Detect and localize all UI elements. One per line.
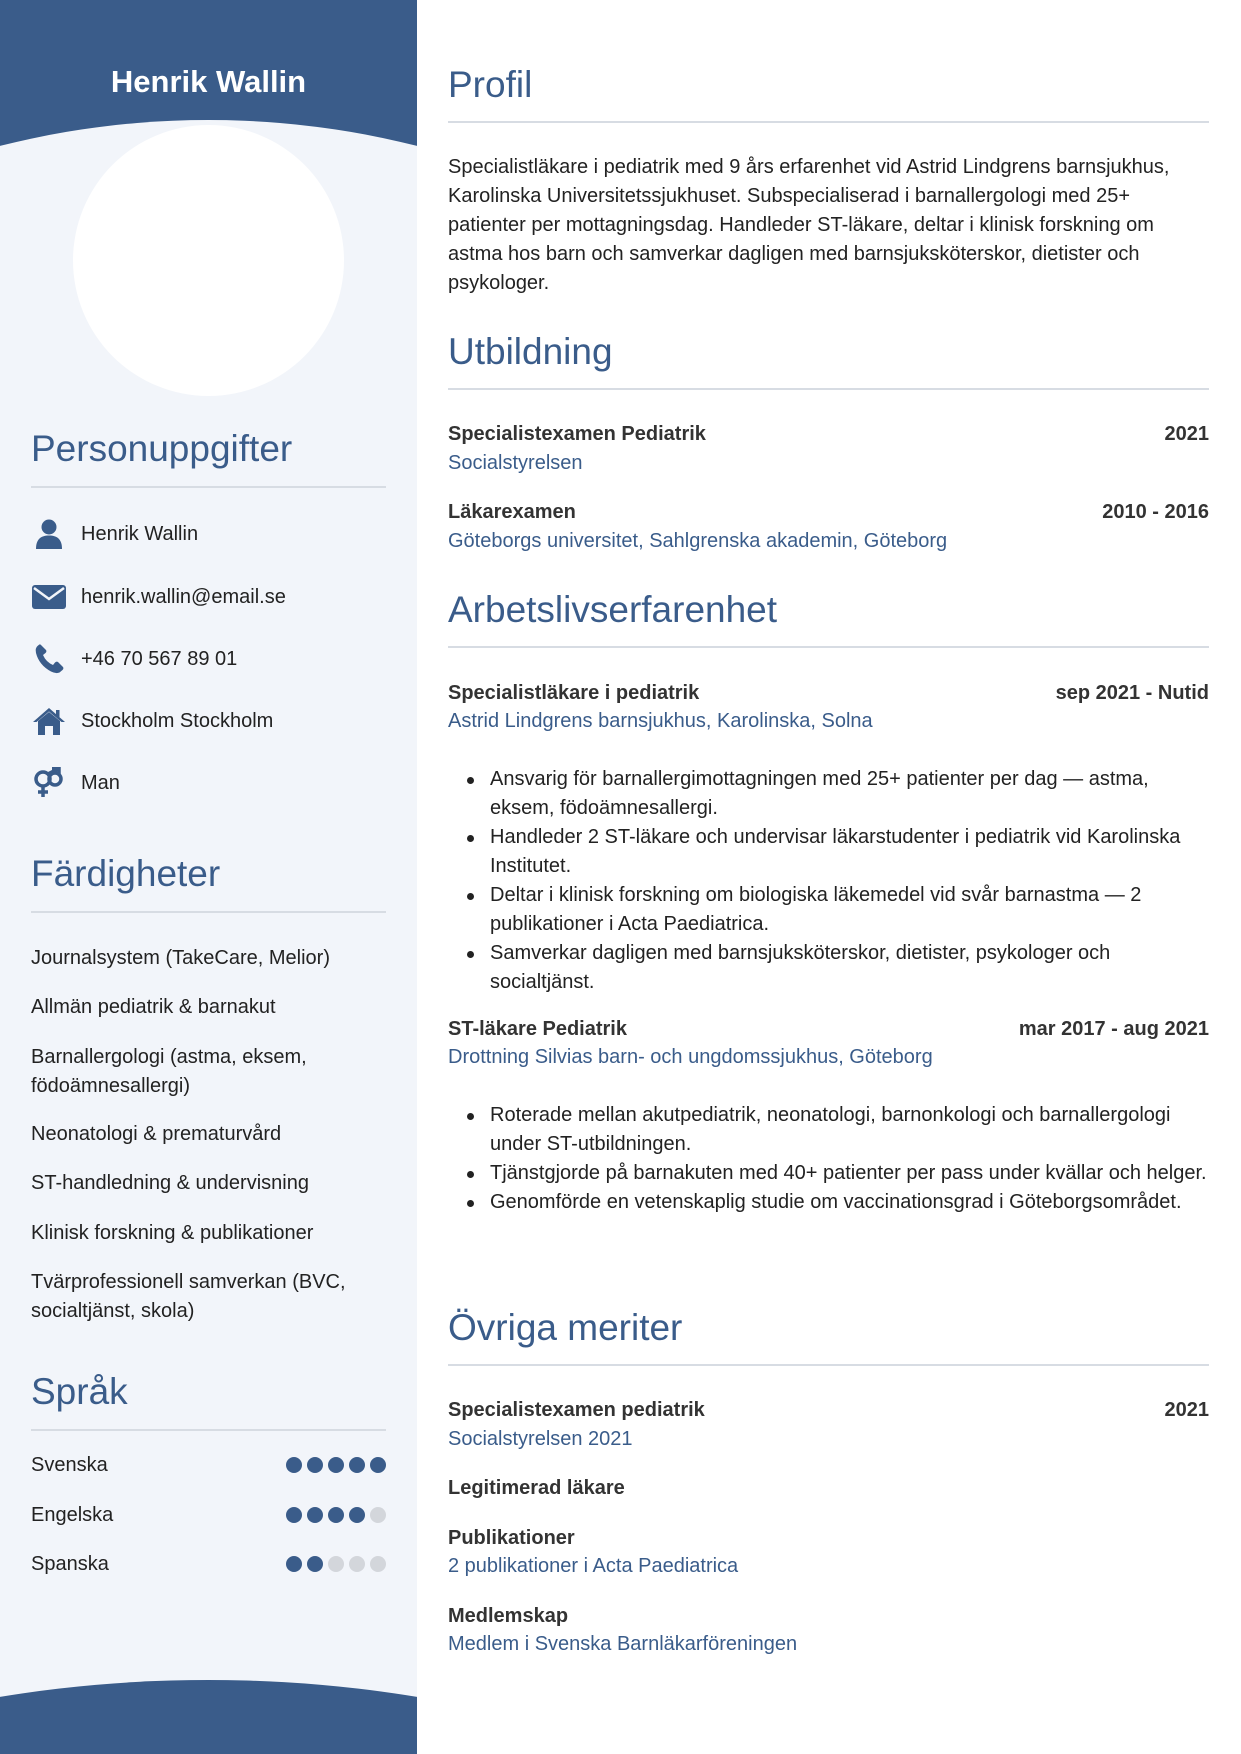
list-item: Deltar i klinisk forskning om biologiska läkemedel vid svår barnastma — 2 publikationer i Acta Paediatrica.: [490, 881, 1209, 939]
info-location-text: Stockholm Stockholm: [81, 709, 274, 732]
other-entry-header: [448, 1527, 1209, 1550]
language-level-dots: [286, 1507, 386, 1523]
divider: [448, 646, 1209, 648]
info-email: [31, 577, 386, 617]
level-dot-filled: [307, 1556, 323, 1572]
divider: [448, 388, 1209, 390]
language-name: Engelska: [31, 1503, 114, 1526]
education-school: Göteborgs universitet, Sahlgrenska akademin, Göteborg: [448, 530, 948, 552]
level-dot-empty: [349, 1556, 365, 1572]
list-item: Ansvarig för barnallergimottagningen med 25+ patienter per dag — astma, eksem, födoämnesallergi.: [490, 765, 1209, 823]
level-dot-empty: [328, 1556, 344, 1572]
gender-icon: [31, 767, 67, 799]
profile-text: Specialistläkare i pediatrik med 9 års erfarenhet vid Astrid Lindgrens barnsjukhus, Karolinska Universitetssjukhuset. Subspecialiserad i barnallergologi med 25+ patienter per mottagningsdag. Handleder ST-läkare, deltar i klinisk forskning om astma hos barn och samverkar dagligen med barnsjuksköterskor, dietister och psykologer.: [448, 156, 1170, 294]
language-name: Svenska: [31, 1453, 108, 1476]
experience-date: mar 2017 - aug 2021: [1018, 1018, 1209, 1040]
skill-item: Barnallergologi (astma, eksem, födoämnesallergi): [31, 1046, 307, 1097]
language-level-dots: [286, 1556, 386, 1572]
other-item-date: 2021: [1164, 1399, 1209, 1421]
level-dot-filled: [286, 1457, 302, 1473]
personal-title: Personuppgifter: [31, 428, 293, 469]
skill-item: Allmän pediatrik & barnakut: [31, 996, 276, 1018]
education-entry-header: [448, 423, 1209, 446]
divider: [448, 1364, 1209, 1366]
skill-item: Neonatologi & prematurvård: [31, 1123, 282, 1145]
education-date: 2010 - 2016: [1102, 501, 1209, 523]
sidebar-footer-curve: [0, 1680, 417, 1754]
level-dot-filled: [307, 1507, 323, 1523]
education-degree: Specialistexamen Pediatrik: [448, 423, 706, 445]
other-item-sub: Medlem i Svenska Barnläkarföreningen: [448, 1633, 798, 1655]
level-dot-filled: [349, 1457, 365, 1473]
skill-item: ST-handledning & undervisning: [31, 1172, 309, 1194]
list-item: Genomförde en vetenskaplig studie om vaccinationsgrad i Göteborgsområdet.: [490, 1188, 1209, 1217]
person-icon: [31, 518, 67, 550]
experience-employer: Drottning Silvias barn- och ungdomssjukhus, Göteborg: [448, 1046, 933, 1068]
skill-item: Journalsystem (TakeCare, Melior): [31, 947, 330, 969]
info-gender-text: Man: [81, 771, 120, 794]
divider: [31, 486, 386, 488]
level-dot-filled: [370, 1457, 386, 1473]
divider: [31, 1429, 386, 1431]
info-name: [31, 514, 386, 554]
skills-title: Färdigheter: [31, 853, 221, 894]
education-degree: Läkarexamen: [448, 501, 576, 523]
experience-date: sep 2021 - Nutid: [1055, 682, 1209, 704]
experience-bullets: [490, 1101, 1209, 1217]
personal-section: [31, 428, 386, 794]
divider: [31, 911, 386, 913]
profile-photo-placeholder: [73, 125, 344, 396]
candidate-name: Henrik Wallin: [110, 64, 307, 99]
info-email-text: henrik.wallin@email.se: [81, 585, 286, 608]
skill-item: Tvärprofessionell samverkan (BVC, socialtjänst, skola): [31, 1271, 346, 1322]
other-title: Övriga meriter: [448, 1307, 683, 1348]
home-icon: [31, 705, 67, 737]
sidebar: [0, 0, 417, 1754]
experience-entry-header: [448, 682, 1209, 705]
education-school: Socialstyrelsen: [448, 452, 583, 474]
other-item-title: Medlemskap: [448, 1605, 569, 1627]
languages-title: Språk: [31, 1371, 128, 1412]
list-item: Roterade mellan akutpediatrik, neonatologi, barnonkologi och barnallergologi under ST-utbildningen.: [490, 1101, 1209, 1159]
experience-entry-header: [448, 1018, 1209, 1041]
phone-icon: [31, 643, 67, 675]
language-name: Spanska: [31, 1552, 109, 1575]
language-level-dots: [286, 1457, 386, 1473]
other-entry-header: [448, 1477, 1209, 1500]
info-name-text: Henrik Wallin: [81, 522, 199, 545]
level-dot-filled: [328, 1457, 344, 1473]
info-phone: [31, 639, 386, 679]
language-row: [31, 1450, 386, 1480]
other-item-title: Specialistexamen pediatrik: [448, 1399, 705, 1421]
education-date: 2021: [1164, 423, 1209, 445]
divider: [448, 121, 1209, 123]
main-content: [448, 0, 1209, 1754]
experience-role: Specialistläkare i pediatrik: [448, 682, 700, 704]
experience-employer: Astrid Lindgrens barnsjukhus, Karolinska, Solna: [448, 710, 873, 732]
info-gender: [31, 763, 386, 803]
envelope-icon: [31, 581, 67, 613]
list-item: Handleder 2 ST-läkare och undervisar läkarstudenter i pediatrik vid Karolinska Institutet.: [490, 823, 1209, 881]
other-item-sub: 2 publikationer i Acta Paediatrica: [448, 1555, 739, 1577]
experience-bullets: [490, 765, 1209, 997]
level-dot-filled: [307, 1457, 323, 1473]
language-row: [31, 1500, 386, 1530]
info-location: [31, 701, 386, 741]
other-entry-header: [448, 1605, 1209, 1628]
level-dot-filled: [286, 1507, 302, 1523]
languages-section: [31, 1371, 386, 1575]
experience-title: Arbetslivserfarenhet: [448, 589, 778, 630]
info-phone-text: +46 70 567 89 01: [81, 647, 238, 670]
skills-section: [31, 853, 386, 1322]
education-title: Utbildning: [448, 331, 613, 372]
other-item-title: Legitimerad läkare: [448, 1477, 625, 1499]
experience-role: ST-läkare Pediatrik: [448, 1018, 627, 1040]
level-dot-filled: [349, 1507, 365, 1523]
list-item: Tjänstgjorde på barnakuten med 40+ patienter per pass under kvällar och helger.: [490, 1159, 1209, 1188]
education-entry-header: [448, 501, 1209, 524]
level-dot-filled: [328, 1507, 344, 1523]
level-dot-filled: [286, 1556, 302, 1572]
profile-title: Profil: [448, 64, 533, 105]
language-row: [31, 1549, 386, 1579]
level-dot-empty: [370, 1556, 386, 1572]
other-entry-header: [448, 1399, 1209, 1422]
list-item: Samverkar dagligen med barnsjuksköterskor, dietister, psykologer och socialtjänst.: [490, 939, 1209, 997]
skill-item: Klinisk forskning & publikationer: [31, 1222, 314, 1244]
other-item-sub: Socialstyrelsen 2021: [448, 1428, 633, 1450]
other-item-title: Publikationer: [448, 1527, 575, 1549]
level-dot-empty: [370, 1507, 386, 1523]
